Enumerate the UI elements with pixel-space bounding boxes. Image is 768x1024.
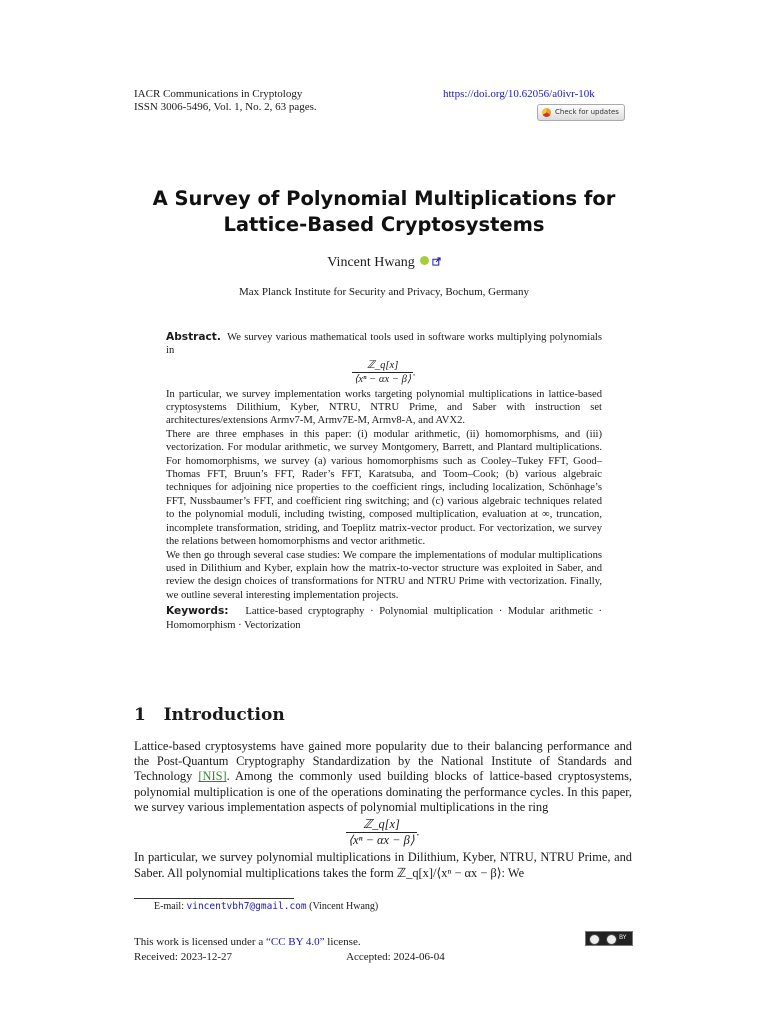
section-title: Introduction <box>163 705 285 725</box>
abstract-paragraph-2: There are three emphases in this paper: (i) modular arithmetic, (ii) homomorphisms, and (iii) vectorization. For modular arithmetic, we survey Montgomery, Barrett, and Plantard multiplications. For homomorphisms, we survey (a) various homomorphisms such as Cooley–Tukey FFT, Good–Thomas FFT, Bruun’s FFT, Rader’s FFT, Karatsuba, and Toom–Cook; (b) various algebraic techniques for adjoining nice properties to the coefficient rings, including localization, Schönhage’s FFT, Nussbaumer’s FFT, and coefficient ring switching; and (c) various algebraic techniques related to the polynomial moduli, including twisting, composed multiplication, evaluation at ∞, truncation, incomplete transformation, striding, and Toeplitz matrix-vector product. For vectorization, we survey the relations between homomorphisms and vector arithmetic. <box>166 428 602 548</box>
footnote-prefix: E-mail: <box>154 901 187 912</box>
abstract-label: Abstract. <box>166 331 221 343</box>
by-person-icon <box>606 934 617 945</box>
license-suffix: license. <box>324 936 361 948</box>
author-block <box>0 255 768 271</box>
abstract <box>166 331 602 632</box>
keywords-label: Keywords: <box>166 605 229 618</box>
keywords <box>166 605 602 632</box>
abstract-paragraph-1b: In particular, we survey implementation works targeting polynomial multiplications in lattice-based cryptosystems Dilithium, Kyber, NTRU, NTRU Prime, and Saber with instruction set architectures/extensions Armv7-M, Armv7E-M, Armv8-A, and AVX2. <box>166 388 602 427</box>
badge-label: BY <box>619 934 627 941</box>
crossmark-icon <box>542 108 551 117</box>
accepted-date: Accepted: 2024-06-04 <box>346 951 445 963</box>
paper-title-line-2: Lattice-Based Cryptosystems <box>223 213 545 236</box>
keywords-list: Lattice-based cryptography · Polynomial multiplication · Modular arithmetic · Homomorphism · Vectorization <box>166 606 602 631</box>
intro-paragraph-1 <box>134 739 632 815</box>
check-for-updates-button[interactable] <box>537 104 625 121</box>
abstract-paragraph-3: We then go through several case studies: We compare the implementations of modular multiplications used in Dilithium and Kyber, explain how the matrix-to-vector structure was exploited in Saber, and review the design choices of transformations for NTRU and NTRU Prime with vectorization. Finally, we outline several interesting implementation projects. <box>166 549 602 601</box>
journal-issn: ISSN 3006-5496, Vol. 1, No. 2, 63 pages. <box>134 101 317 113</box>
journal-name: IACR Communications in Cryptology <box>134 88 303 100</box>
intro-equation-numerator: ℤ_q[x] <box>346 817 416 833</box>
cc-by-link[interactable]: “CC BY 4.0” <box>265 936 325 948</box>
section-heading <box>134 705 285 725</box>
equation-numerator: ℤ_q[x] <box>352 359 413 373</box>
intro-equation: $\frac{\text{ℤ\_q[x]}}{\text{⟨xⁿ − αx − β⟩}}$ . <box>348 817 420 848</box>
check-for-updates-label: Check for updates <box>555 108 619 116</box>
paper-title-line-1: A Survey of Polynomial Multiplications for <box>152 187 616 210</box>
received-date: Received: 2023-12-27 <box>134 951 233 963</box>
dates-line <box>134 950 445 965</box>
license-line <box>134 935 445 950</box>
intro-text-1a: Lattice-based cryptosystems have gained more popularity due to their balancing performance and the Post-Quantum Cryptography Standardization by the National Institute of Standards and Technology <box>134 739 632 784</box>
section-number: 1 <box>134 705 146 725</box>
cc-by-badge[interactable] <box>585 931 633 946</box>
footnote <box>154 901 378 912</box>
intro-equation-denominator: ⟨xⁿ − αx − β⟩ <box>348 833 415 848</box>
license-prefix: This work is licensed under a <box>134 936 266 948</box>
intro-text-1b: . Among the commonly used building blocks of lattice-based cryptosystems, polynomial multiplication is one of the operations dominating the performance cycles. In this paper, we survey various implementation aspects of polynomial multiplications in the ring <box>134 769 633 814</box>
equation-denominator: ⟨xⁿ − αx − β⟩ <box>354 374 412 386</box>
affiliation: Max Planck Institute for Security and Privacy, Bochum, Germany <box>238 286 530 298</box>
footnote-rule <box>134 898 294 899</box>
abstract-equation: $\frac{\text{ℤ\_q[x]}}{\text{⟨xⁿ − αx − β⟩}}$ . <box>354 359 416 386</box>
intro-body <box>134 739 632 881</box>
external-link-icon[interactable] <box>432 257 441 266</box>
abstract-paragraph-1 <box>166 331 602 358</box>
email-link[interactable]: vincentvbh7@gmail.com <box>186 901 307 912</box>
author-name: Vincent Hwang <box>327 255 415 270</box>
cc-icon <box>589 934 600 945</box>
abstract-text-1a: We survey various mathematical tools used in software works multiplying polynomials in <box>166 332 603 357</box>
footnote-suffix: (Vincent Hwang) <box>306 901 379 912</box>
doi-link[interactable]: https://doi.org/10.62056/a0ivr-10k <box>443 88 595 100</box>
intro-paragraph-2: In particular, we survey polynomial multiplications in Dilithium, Kyber, NTRU, NTRU Prime, and Saber. All polynomial multiplications takes the form ℤ_q[x]/⟨xⁿ − αx − β⟩: We <box>134 850 632 880</box>
orcid-icon[interactable] <box>420 256 429 265</box>
license-block <box>134 935 445 965</box>
citation-nis[interactable]: [NIS] <box>198 769 227 784</box>
